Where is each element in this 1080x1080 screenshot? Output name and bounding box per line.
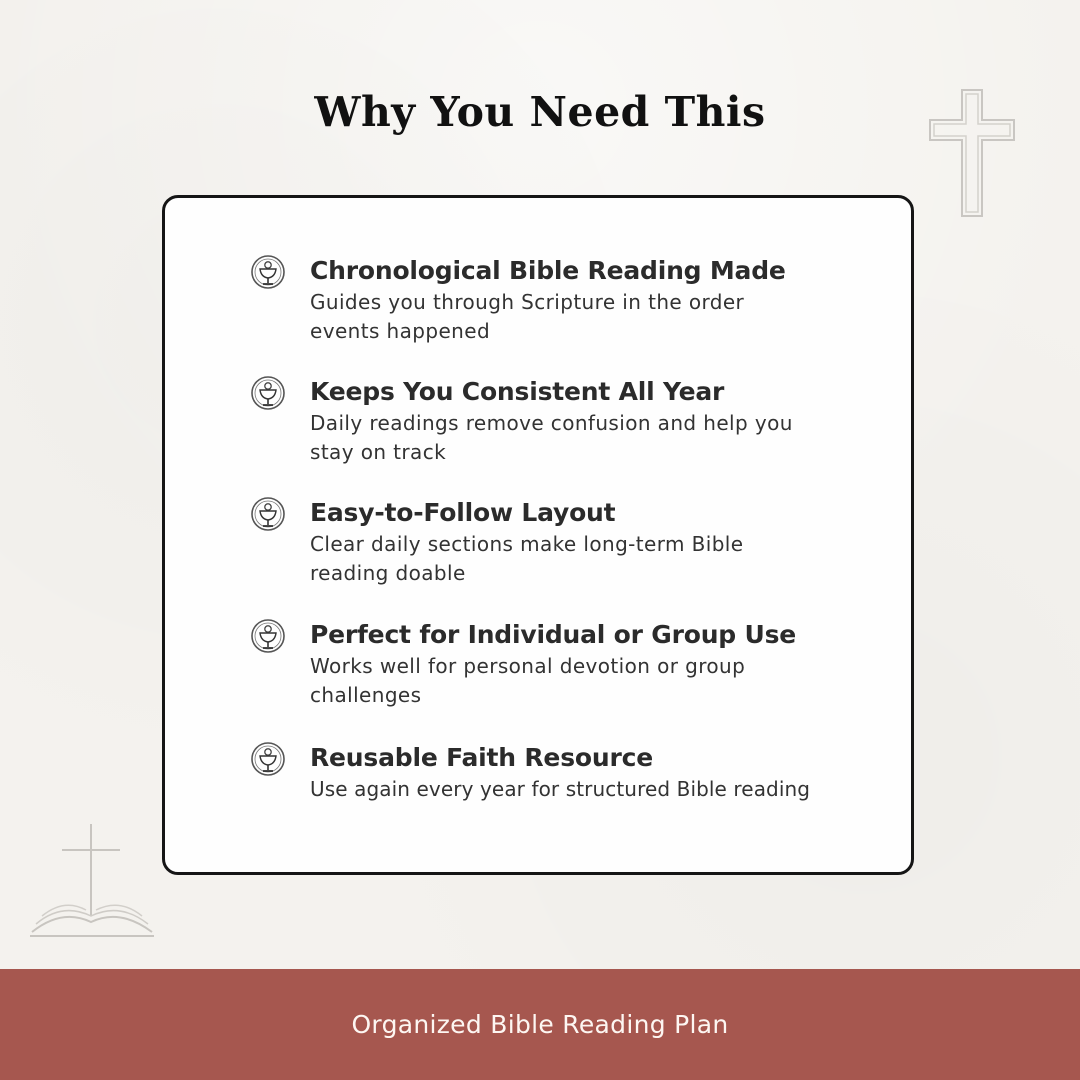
feature-title: Keeps You Consistent All Year [310, 377, 725, 406]
list-item [250, 618, 870, 741]
chalice-icon [250, 254, 286, 290]
list-item [250, 496, 870, 618]
feature-title: Reusable Faith Resource [310, 743, 653, 772]
feature-description: Works well for personal devotion or group challenges [310, 654, 746, 707]
cross-over-open-book-icon [28, 820, 156, 938]
chalice-icon [250, 618, 286, 654]
feature-list [250, 254, 870, 804]
chalice-icon [250, 375, 286, 411]
feature-title: Easy-to-Follow Layout [310, 498, 616, 527]
chalice-icon [250, 741, 286, 777]
feature-title: Perfect for Individual or Group Use [310, 620, 797, 649]
list-item [250, 254, 870, 375]
feature-description: Use again every year for structured Bible reading [310, 777, 811, 801]
footer-label: Organized Bible Reading Plan [351, 1010, 729, 1039]
benefits-card [162, 195, 914, 875]
page-title: Why You Need This [314, 88, 766, 136]
feature-description: Clear daily sections make long-term Bible reading doable [310, 532, 744, 585]
list-item [250, 741, 870, 804]
footer-bar [0, 969, 1080, 1080]
feature-description: Guides you through Scripture in the order events happened [310, 290, 745, 343]
feature-description: Daily readings remove confusion and help you stay on track [310, 411, 793, 464]
feature-title: Chronological Bible Reading Made [310, 256, 786, 285]
outline-cross-icon [928, 88, 1016, 220]
chalice-icon [250, 496, 286, 532]
list-item [250, 375, 870, 496]
